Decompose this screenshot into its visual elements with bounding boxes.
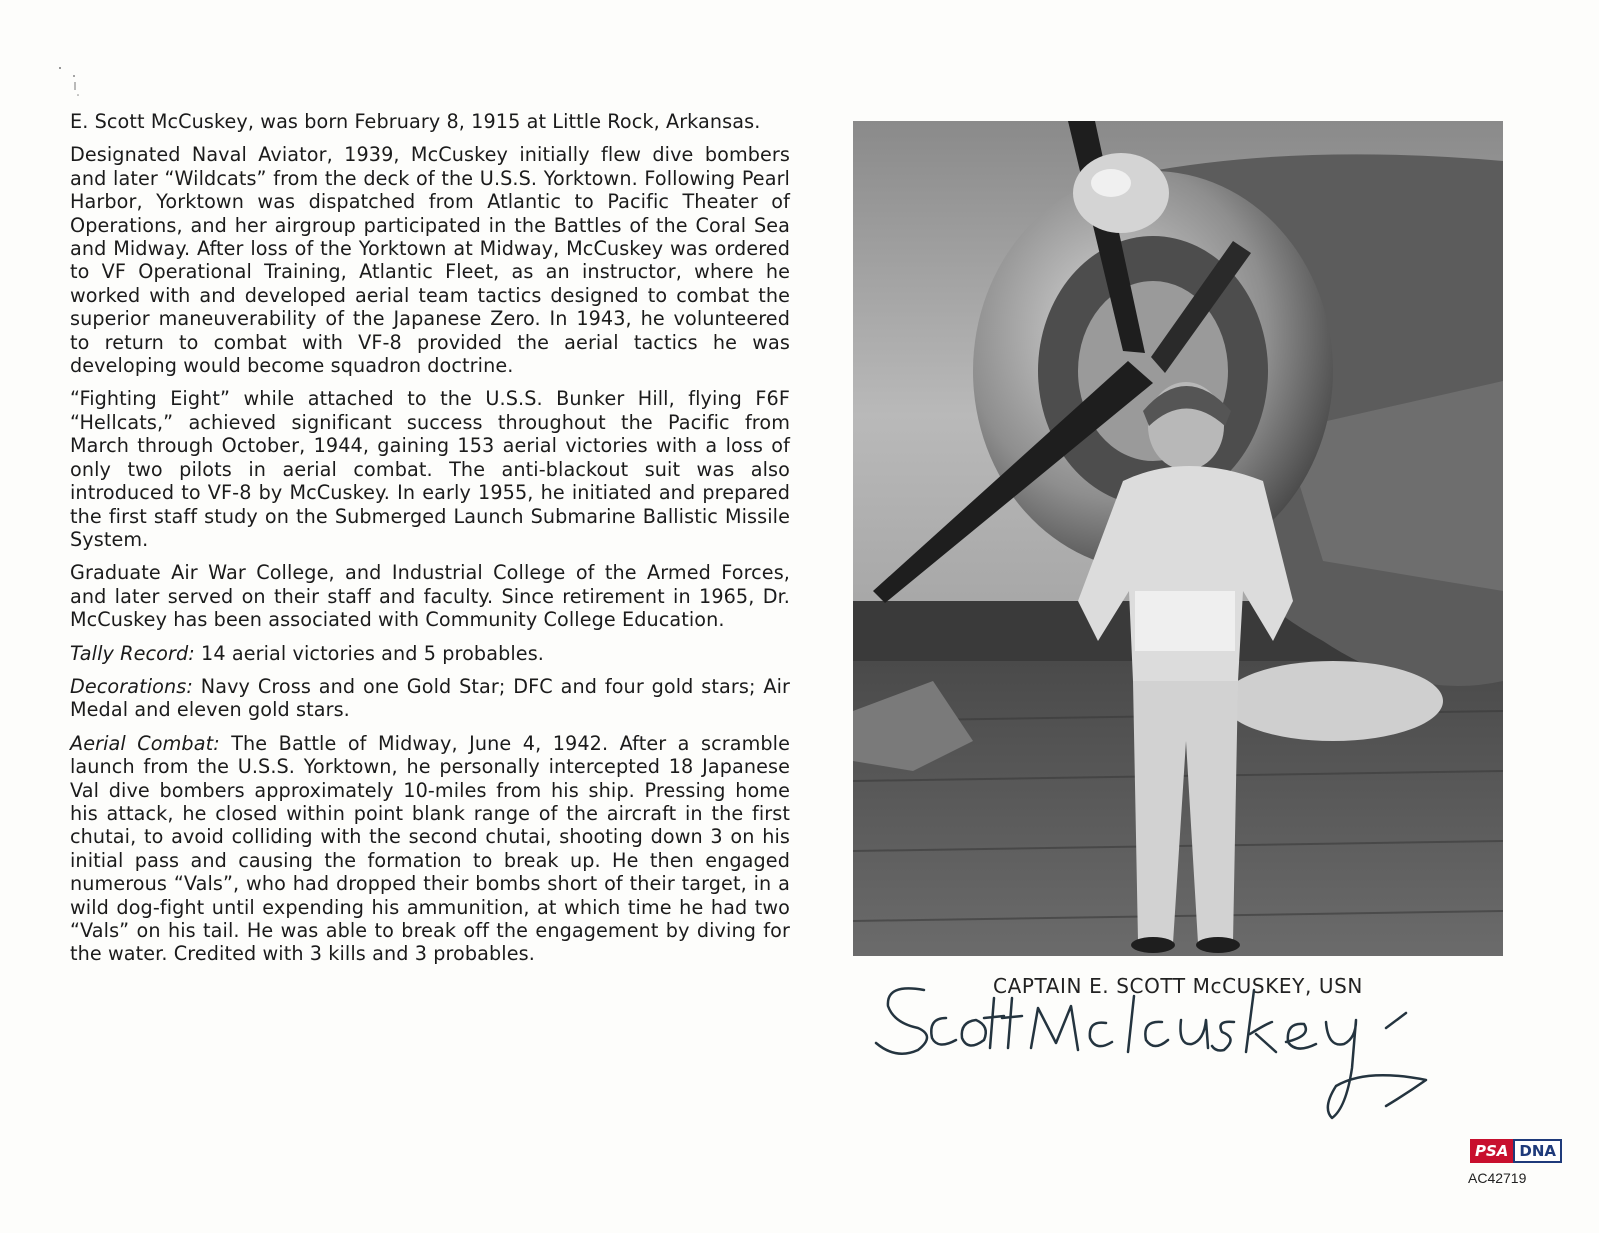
- tally-record-text: 14 aerial victories and 5 probables.: [194, 641, 544, 665]
- bio-paragraph: [70, 387, 790, 551]
- certificate-number: AC42719: [1468, 1170, 1527, 1186]
- paper-specks: [30, 60, 90, 110]
- bio-paragraph: [70, 110, 790, 133]
- bio-text: Designated Naval Aviator, 1939, McCuskey initially flew dive bombers and later “Wildcats” from the deck of the U.S.S. Yorktown. Following Pearl Harbor, Yorktown was dispatched from Atlantic to Pacific Theater of Operations, and her airgroup participated in the Battles of the Coral Sea and Midway. After loss of the Yorktown at Midway, McCuskey was ordered to VF Operational Training, Atlantic Fleet, as an instructor, where he worked with and developed aerial team tactics designed to combat the superior maneuverability of the Japanese Zero. In 1943, he volunteered to return to combat with VF-8 provided the aerial tactics he was developing would become squadron doctrine.: [70, 143, 790, 378]
- psa-logo-text: PSA: [1470, 1139, 1513, 1163]
- decorations-text: Navy Cross and one Gold Star; DFC and four gold stars; Air Medal and eleven gold stars.: [70, 674, 790, 722]
- photo-illustration: [853, 121, 1503, 956]
- tally-record: [70, 642, 790, 665]
- bio-paragraph: [70, 143, 790, 377]
- aerial-combat-text: The Battle of Midway, June 4, 1942. After a scramble launch from the U.S.S. Yorktown, he personally intercepted 18 Japanese Val dive bombers approximately 10-miles from his ship. Pressing home his attack, he closed within point blank range of the aircraft in the first chutai, to avoid colliding with the second chutai, shooting down 3 on his initial pass and causing the formation to break up. He then engaged numerous “Vals”, who had dropped their bombs short of their target, in a wild dog-fight until expending his ammunition, at which time he had two “Vals” on his tail. He was able to break off the engagement by diving for the water. Credited with 3 kills and 3 probables.: [70, 731, 790, 966]
- psa-dna-logo: [1470, 1139, 1566, 1163]
- aerial-combat-label: Aerial Combat:: [70, 731, 220, 755]
- tally-record-label: Tally Record:: [70, 641, 195, 665]
- bio-paragraph: [70, 561, 790, 631]
- pilot-photograph: [853, 121, 1503, 956]
- biography-text: [70, 110, 790, 976]
- bio-text: E. Scott McCuskey, was born February 8, 1915 at Little Rock, Arkansas.: [70, 110, 761, 133]
- handwritten-signature: [866, 968, 1466, 1128]
- photo-caption: CAPTAIN E. SCOTT McCUSKEY, USN: [993, 974, 1363, 998]
- bio-text: “Fighting Eight” while attached to the U.S.S. Bunker Hill, flying F6F “Hellcats,” achieved significant success throughout the Pacific from March through October, 1944, gaining 153 aerial victories with a loss of only two pilots in aerial combat. The anti-blackout suit was also introduced to VF-8 by McCuskey. In early 1955, he initiated and prepared the first staff study on the Submerged Launch Submarine Ballistic Missile System.: [70, 387, 790, 551]
- dna-logo-text: DNA: [1513, 1139, 1562, 1163]
- decorations: [70, 675, 790, 722]
- aerial-combat: [70, 732, 790, 966]
- decorations-label: Decorations:: [70, 674, 193, 698]
- bio-text: Graduate Air War College, and Industrial College of the Armed Forces, and later served on their staff and faculty. Since retirement in 1965, Dr. McCuskey has been associated with Community College Education.: [70, 561, 790, 632]
